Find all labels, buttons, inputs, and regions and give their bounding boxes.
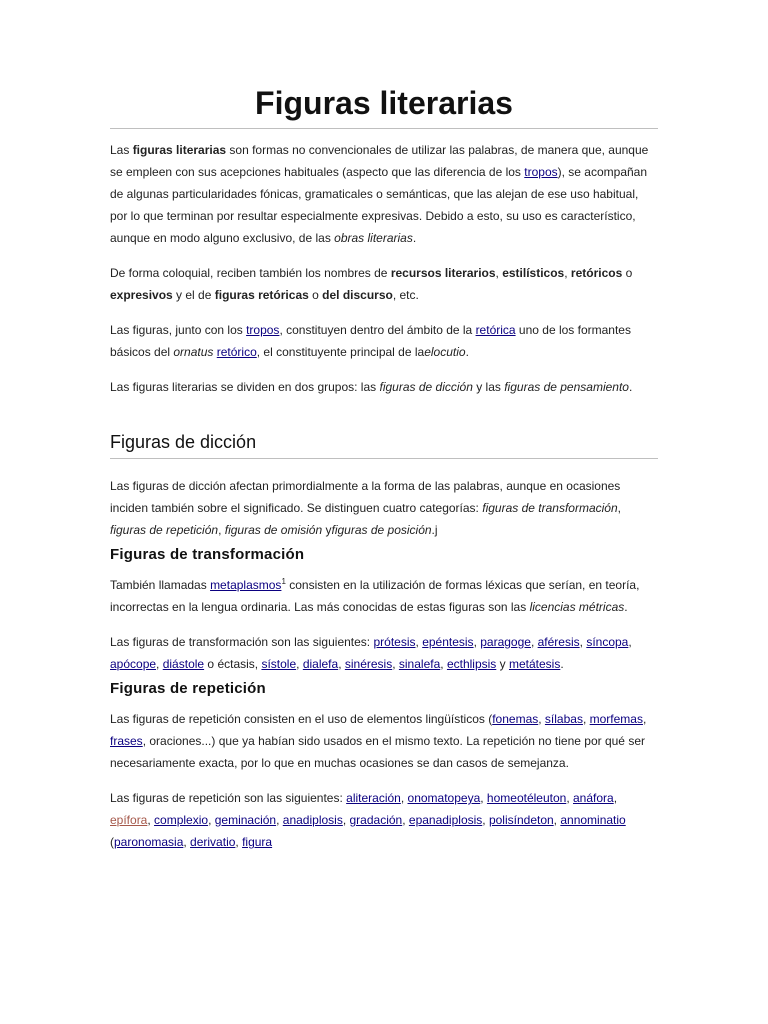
link-sineresis[interactable]: sinéresis (344, 657, 393, 671)
link-metaplasmos[interactable]: metaplasmos (210, 578, 282, 592)
link-aferesis[interactable]: aféresis (537, 635, 580, 649)
text: uno de los formantes básicos del (110, 323, 631, 359)
text: , (235, 835, 243, 849)
text: , (538, 712, 545, 726)
text: Las figuras de repetición son las siguientes: (110, 791, 347, 805)
italic-term: figuras de posición (331, 523, 432, 537)
text: y el de (172, 288, 215, 302)
text: , (642, 712, 647, 726)
text: , (579, 635, 587, 649)
text: o (204, 657, 218, 671)
link-sistole[interactable]: sístole (261, 657, 297, 671)
link-fonemas[interactable]: fonemas (492, 712, 539, 726)
text: . (628, 380, 633, 394)
link-sinalefa[interactable]: sinalefa (398, 657, 441, 671)
intro-paragraph-3 (110, 319, 658, 363)
text: , (473, 635, 481, 649)
text: , (613, 791, 618, 805)
text: . (624, 600, 628, 614)
page-title: Figuras literarias (110, 84, 658, 129)
bold-term: figuras literarias (132, 143, 227, 157)
text: Las figuras de transformación son las siguientes: (110, 635, 374, 649)
italic-term: figuras de pensamiento (504, 380, 629, 394)
repeticion-paragraph-1 (110, 708, 658, 774)
text: , (400, 791, 408, 805)
subsection-heading-transformacion: Figuras de transformación (110, 546, 305, 563)
text: , (338, 657, 345, 671)
diccion-paragraph (110, 475, 658, 541)
text: , oraciones...) que ya habían sido usados en el mismo texto. La repetición no tiene por qué ser necesariamente exacta, por lo que en muchas ocasiones se dan casos de semejanza. (110, 734, 645, 770)
text: son formas no convencionales de utilizar las palabras, de manera que, aunque se empleen con sus acepciones habituales (aspecto que las diferencia de los (110, 143, 649, 179)
italic-term: ornatus (173, 345, 214, 359)
text: , (566, 791, 573, 805)
text: . (412, 231, 417, 245)
text: , (415, 635, 423, 649)
text: , (628, 635, 632, 649)
link-epanadiplosis[interactable]: epanadiplosis (408, 813, 483, 827)
text: , (553, 813, 561, 827)
text: , (342, 813, 350, 827)
text: Las figuras de repetición consisten en el uso de elementos lingüísticos ( (110, 712, 493, 726)
link-onomatopeya[interactable]: onomatopeya (407, 791, 481, 805)
text: , (617, 501, 621, 515)
text: , (156, 657, 163, 671)
bold-term: figuras retóricas (214, 288, 309, 302)
text: y (322, 523, 332, 537)
text: o (622, 266, 633, 280)
link-polisindeton[interactable]: polisíndeton (488, 813, 554, 827)
text: o (308, 288, 323, 302)
text: . (560, 657, 564, 671)
intro-paragraph-1 (110, 139, 658, 249)
italic-term: figuras de omisión (224, 523, 323, 537)
bold-term: recursos literarios (390, 266, 496, 280)
link-gradacion[interactable]: gradación (349, 813, 403, 827)
text: , (440, 657, 447, 671)
link-figura[interactable]: figura (242, 835, 273, 849)
link-homeoteleuton[interactable]: homeotéleuton (486, 791, 567, 805)
bold-term: estilísticos (502, 266, 565, 280)
bold-term: del discurso (322, 288, 393, 302)
text: También llamadas (110, 578, 211, 592)
link-tropos[interactable]: tropos (524, 165, 558, 179)
text: , (564, 266, 571, 280)
text: , (276, 813, 283, 827)
italic-term: licencias métricas (529, 600, 625, 614)
intro-paragraph-4 (110, 376, 658, 398)
text: De forma coloquial, reciben también los nombres de (110, 266, 391, 280)
text: y (496, 657, 509, 671)
text: , etc. (392, 288, 419, 302)
text: y las (472, 380, 505, 394)
link-apocope[interactable]: apócope (110, 657, 157, 671)
link-morfemas[interactable]: morfemas (589, 712, 643, 726)
bold-term: expresivos (110, 288, 173, 302)
link-protesis[interactable]: prótesis (373, 635, 416, 649)
text: , (208, 813, 215, 827)
text: , (402, 813, 409, 827)
link-diastole[interactable]: diástole (162, 657, 205, 671)
text: . (465, 345, 469, 359)
link-epentesis[interactable]: epéntesis (422, 635, 474, 649)
italic-term: figuras de repetición (110, 523, 219, 537)
text: , (183, 835, 191, 849)
italic-term: elocutio (424, 345, 466, 359)
text: Las figuras de dicción afectan primordialmente a la forma de las palabras, aunque en ocasiones inciden también sobre el significado. Se distinguen cuatro categorías: (110, 479, 621, 515)
article (110, 84, 658, 853)
text: Las (110, 143, 133, 157)
text: , (392, 657, 399, 671)
footnote-ref[interactable]: 1 (281, 577, 286, 586)
text: , (582, 712, 590, 726)
link-anadiplosis[interactable]: anadiplosis (282, 813, 343, 827)
text: .j (431, 523, 438, 537)
link-paronomasia[interactable]: paronomasia (114, 835, 184, 849)
text: , (482, 813, 489, 827)
text: Las figuras, junto con los (110, 323, 247, 337)
text: éctasis, (217, 657, 262, 671)
link-complexio[interactable]: complexio (154, 813, 209, 827)
link-annominatio[interactable]: annominatio (560, 813, 626, 827)
text: , constituyen dentro del ámbito de la (279, 323, 476, 337)
intro-paragraph-2 (110, 262, 658, 306)
transformacion-paragraph-1 (110, 574, 658, 618)
link-paragoge[interactable]: paragoge (480, 635, 531, 649)
italic-term: figuras de dicción (379, 380, 473, 394)
link-metatesis[interactable]: metátesis (508, 657, 561, 671)
italic-term: figuras de transformación (482, 501, 618, 515)
link-anafora[interactable]: anáfora (573, 791, 614, 805)
link-geminacion[interactable]: geminación (214, 813, 277, 827)
link-retorico[interactable]: retórico (216, 345, 257, 359)
text: , (495, 266, 503, 280)
bold-term: retóricos (570, 266, 623, 280)
link-aliteracion[interactable]: aliteración (346, 791, 401, 805)
subsection-heading-repeticion: Figuras de repetición (110, 680, 266, 697)
italic-term: obras literarias (334, 231, 413, 245)
text: , (480, 791, 487, 805)
section-heading-diccion: Figuras de dicción (110, 431, 658, 459)
text: , (147, 813, 155, 827)
link-frases[interactable]: frases (110, 734, 143, 748)
link-silabas[interactable]: sílabas (544, 712, 583, 726)
link-sincopa[interactable]: síncopa (586, 635, 629, 649)
transformacion-paragraph-2 (110, 631, 658, 675)
text: consisten en la utilización de formas léxicas que serían, en teoría, incorrectas en la lengua ordinaria. Las más conocidas de estas figuras son las (110, 578, 640, 614)
link-epifora[interactable]: epífora (110, 813, 148, 827)
repeticion-paragraph-2 (110, 787, 658, 853)
text: , (296, 657, 303, 671)
text: ( (110, 835, 114, 849)
link-ecthlipsis[interactable]: ecthlipsis (446, 657, 497, 671)
link-tropos-2[interactable]: tropos (246, 323, 280, 337)
text: Las figuras literarias se dividen en dos grupos: las (110, 380, 380, 394)
link-retorica[interactable]: retórica (475, 323, 516, 337)
text: ), se acompañan de algunas particularidades fónicas, gramaticales o semánticas, que las alejan de ese uso habitual, por lo que terminan por resultar especialmente expresivas. Debido a esto, su uso es característico, aunque en modo alguno exclusivo, de las (110, 165, 648, 245)
link-dialefa[interactable]: dialefa (302, 657, 339, 671)
text: , el constituyente principal de la (256, 345, 425, 359)
text: , (530, 635, 538, 649)
link-derivatio[interactable]: derivatio (190, 835, 236, 849)
text: , (218, 523, 225, 537)
